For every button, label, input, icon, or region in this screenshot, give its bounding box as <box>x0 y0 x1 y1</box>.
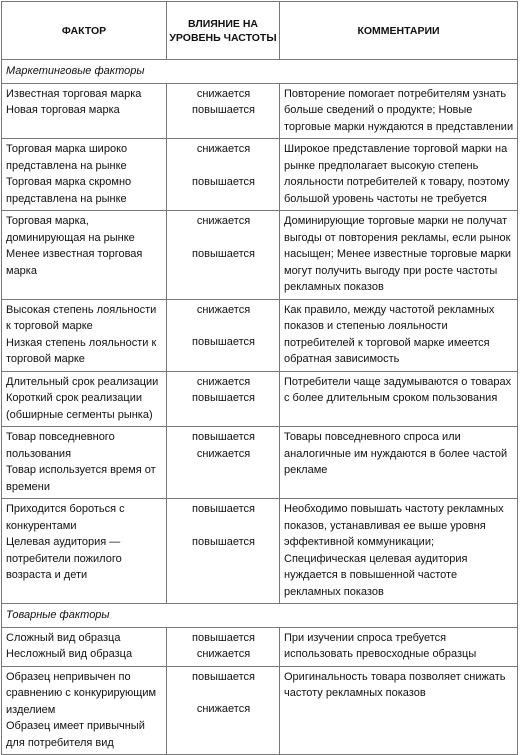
table-row <box>2 499 518 604</box>
header-row <box>2 2 518 60</box>
comment-cell: Необходимо повышать частоту рекламных показов, устанавливая ее выше уровня эффективной коммуникации; Специфическая целевая аудитория нуждается в повышенной частоте рекламных показов <box>280 499 518 604</box>
comment-cell: Доминирующие торговые марки не получат выгоды от повторения рекламы, если рынок насыщен; Менее известные торговые марки могут получить выгоду при росте частоты рекламных показов <box>280 211 518 300</box>
factor-text: Длительный срок реализации <box>6 375 159 388</box>
factor-text: Новая торговая марка <box>6 104 120 116</box>
effect-text: снижается <box>196 303 251 316</box>
comment-cell: Как правило, между частотой рекламных показов и степенью лояльности потребителей к торговой марке имеется обратная зависимость <box>280 299 518 371</box>
table-row <box>2 83 518 139</box>
effect-text: повышается <box>192 247 255 260</box>
effect-cell <box>167 499 280 604</box>
effect-text: снижается <box>196 447 251 460</box>
effect-text: повышается <box>192 104 255 116</box>
header-influence: ВЛИЯНИЕ НА УРОВЕНЬ ЧАСТОТЫ <box>167 2 280 60</box>
effect-cell <box>167 371 280 427</box>
effect-cell <box>167 211 280 300</box>
effect-text: повышается <box>192 503 255 515</box>
table-row <box>2 139 518 211</box>
effect-cell <box>167 299 280 371</box>
section-row <box>2 604 518 628</box>
effect-cell <box>167 627 280 666</box>
factor-text: Низкая степень лояльности к торговой марке <box>6 336 157 365</box>
table-row <box>2 627 518 666</box>
section-title: Маркетинговые факторы <box>2 60 518 84</box>
effect-text: снижается <box>196 375 251 388</box>
section-title: Товарные факторы <box>2 604 518 628</box>
factor-text: Товар используется время от времени <box>6 464 156 493</box>
comment-cell: Потребители чаще задумываются о товарах с более длительным сроком пользования <box>280 371 518 427</box>
table-row <box>2 666 518 755</box>
effect-text: снижается <box>196 648 251 660</box>
comment-cell: При изучении спроса требуется использовать превосходные образцы <box>280 627 518 666</box>
effect-cell <box>167 139 280 211</box>
factor-text: Менее известная торговая марка <box>6 248 143 277</box>
effect-text: снижается <box>196 215 251 227</box>
header-factor: ФАКТОР <box>2 2 167 60</box>
factor-text: Высокая степень лояльности к торговой марке <box>6 303 157 332</box>
factor-text: Сложный вид образца <box>6 631 121 644</box>
effect-text: повышается <box>192 392 255 404</box>
effect-text: повышается <box>192 670 255 683</box>
comment-cell: Оригинальность товара позволяет снижать частоту рекламных показов <box>280 666 518 755</box>
effect-text: повышается <box>192 631 255 644</box>
factor-text: Образец непривычен по сравнению с конкурирующим изделием <box>6 670 157 716</box>
comment-cell: Товары повседневного спроса или аналогичные им нуждаются в более частой рекламе <box>280 427 518 499</box>
table-row <box>2 299 518 371</box>
factor-text: Торговая марка, доминирующая на рынке <box>6 215 135 244</box>
effect-text: повышается <box>192 535 255 548</box>
factor-text: Короткий срок реализации (обширные сегменты рынка) <box>6 392 153 421</box>
table-row <box>2 371 518 427</box>
factor-cell <box>2 627 167 666</box>
factor-text: Несложный вид образца <box>6 648 133 660</box>
effect-text: повышается <box>192 431 255 443</box>
comment-cell: Широкое представление торговой марки на рынке предполагает высокую степень лояльности потребителей к товару, поэтому большой уровень частоты не требуется <box>280 139 518 211</box>
table-row <box>2 211 518 300</box>
header-comments: КОММЕНТАРИИ <box>280 2 518 60</box>
effect-cell <box>167 427 280 499</box>
factor-cell <box>2 299 167 371</box>
effect-text: снижается <box>196 143 251 155</box>
comment-cell: Повторение помогает потребителям узнать больше сведений о продукте; Новые торговые марки нуждаются в представлении <box>280 83 518 139</box>
frequency-factors-table <box>1 1 518 755</box>
effect-text: повышается <box>192 336 255 348</box>
factor-cell <box>2 83 167 139</box>
effect-text: снижается <box>196 87 251 100</box>
factor-text: Целевая аудитория — потребители пожилого возраста и дети <box>6 536 122 581</box>
section-row <box>2 60 518 84</box>
factor-cell <box>2 139 167 211</box>
factor-text: Известная торговая марка <box>6 87 142 100</box>
factor-cell <box>2 427 167 499</box>
factor-text: Образец имеет привычный для потребителя вид <box>6 720 145 749</box>
effect-text: снижается <box>196 703 251 715</box>
factor-text: Приходится бороться с конкурентами <box>6 503 125 532</box>
effect-cell <box>167 83 280 139</box>
factor-cell <box>2 211 167 300</box>
factor-text: Товар повседневного пользования <box>6 431 115 460</box>
factor-text: Торговая марка широко представлена на рынке <box>6 143 128 172</box>
effect-text: повышается <box>192 175 255 188</box>
factor-cell <box>2 371 167 427</box>
factor-cell <box>2 499 167 604</box>
table-row <box>2 427 518 499</box>
factor-cell <box>2 666 167 755</box>
factor-text: Торговая марка скромно представлена на рынке <box>6 176 132 205</box>
effect-cell <box>167 666 280 755</box>
